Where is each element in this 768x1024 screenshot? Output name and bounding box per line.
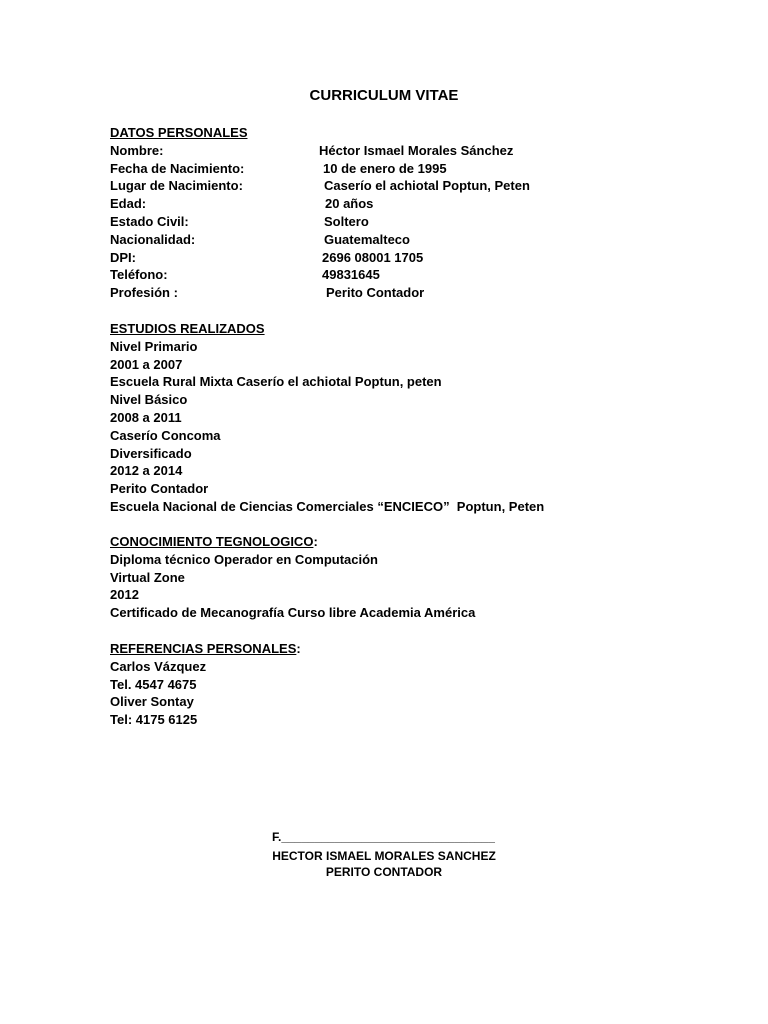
list-item: 2008 a 2011 (110, 409, 182, 425)
personal-label: Teléfono: (110, 267, 168, 283)
tech-section (110, 533, 475, 622)
list-item: Escuela Nacional de Ciencias Comerciales “ENCIECO” Poptun, Peten (110, 498, 545, 514)
personal-value: 20 años (325, 196, 374, 212)
personal-label: Edad: (110, 196, 147, 212)
list-item: Certificado de Mecanografía Curso libre Academia América (110, 605, 476, 621)
studies-section (110, 320, 544, 516)
personal-label: Profesión : (110, 285, 178, 301)
personal-row (110, 177, 530, 195)
list-item: Nivel Básico (110, 392, 188, 408)
signature-title: PERITO CONTADOR (325, 865, 443, 879)
personal-value: Perito Contador (326, 285, 425, 301)
tech-heading-colon: : (313, 534, 318, 549)
personal-label: Nombre: (110, 142, 164, 158)
list-item: Escuela Rural Mixta Caserío el achiotal Poptun, peten (110, 374, 442, 390)
list-item: Tel. 4547 4675 (110, 676, 197, 692)
personal-data-section (110, 124, 530, 302)
signature-line: F.________________________________ (272, 830, 495, 844)
personal-value: Caserío el achiotal Poptun, Peten (324, 178, 530, 194)
personal-value: 10 de enero de 1995 (323, 160, 447, 176)
list-item: Perito Contador (110, 481, 209, 497)
personal-value: Soltero (324, 213, 369, 229)
signature-name: HECTOR ISMAEL MORALES SANCHEZ (272, 849, 496, 863)
personal-data-heading: DATOS PERSONALES (110, 125, 248, 140)
list-item: 2012 (110, 587, 139, 603)
personal-row (110, 213, 369, 231)
references-heading-colon: : (296, 641, 301, 656)
personal-label: Lugar de Nacimiento: (110, 178, 243, 194)
list-item: 2001 a 2007 (110, 356, 183, 372)
list-item: Virtual Zone (110, 569, 185, 585)
tech-heading: CONOCIMIENTO TEGNOLOGICO (110, 534, 314, 549)
personal-row (110, 195, 374, 213)
list-item: Diploma técnico Operador en Computación (110, 551, 378, 567)
personal-value: 2696 08001 1705 (322, 249, 424, 265)
personal-row (110, 160, 447, 178)
list-item: Nivel Primario (110, 338, 198, 354)
personal-row (110, 266, 380, 284)
personal-row (110, 284, 425, 302)
references-heading: REFERENCIAS PERSONALES (110, 641, 297, 656)
references-section (110, 640, 301, 729)
personal-label: Nacionalidad: (110, 231, 196, 247)
document-title: CURRICULUM VITAE (309, 87, 459, 104)
personal-value: Héctor Ismael Morales Sánchez (319, 142, 514, 158)
personal-value: Guatemalteco (324, 231, 410, 247)
list-item: Tel: 4175 6125 (110, 712, 198, 728)
personal-label: Estado Civil: (110, 213, 189, 229)
list-item: Oliver Sontay (110, 694, 194, 710)
personal-label: DPI: (110, 249, 136, 265)
personal-row (110, 231, 410, 249)
personal-value: 49831645 (322, 267, 380, 283)
personal-row (110, 249, 424, 267)
personal-label: Fecha de Nacimiento: (110, 160, 245, 176)
list-item: Carlos Vázquez (110, 658, 207, 674)
studies-heading: ESTUDIOS REALIZADOS (110, 321, 265, 336)
personal-row (110, 142, 514, 160)
list-item: Diversificado (110, 445, 192, 461)
list-item: Caserío Concoma (110, 427, 221, 443)
list-item: 2012 a 2014 (110, 463, 183, 479)
